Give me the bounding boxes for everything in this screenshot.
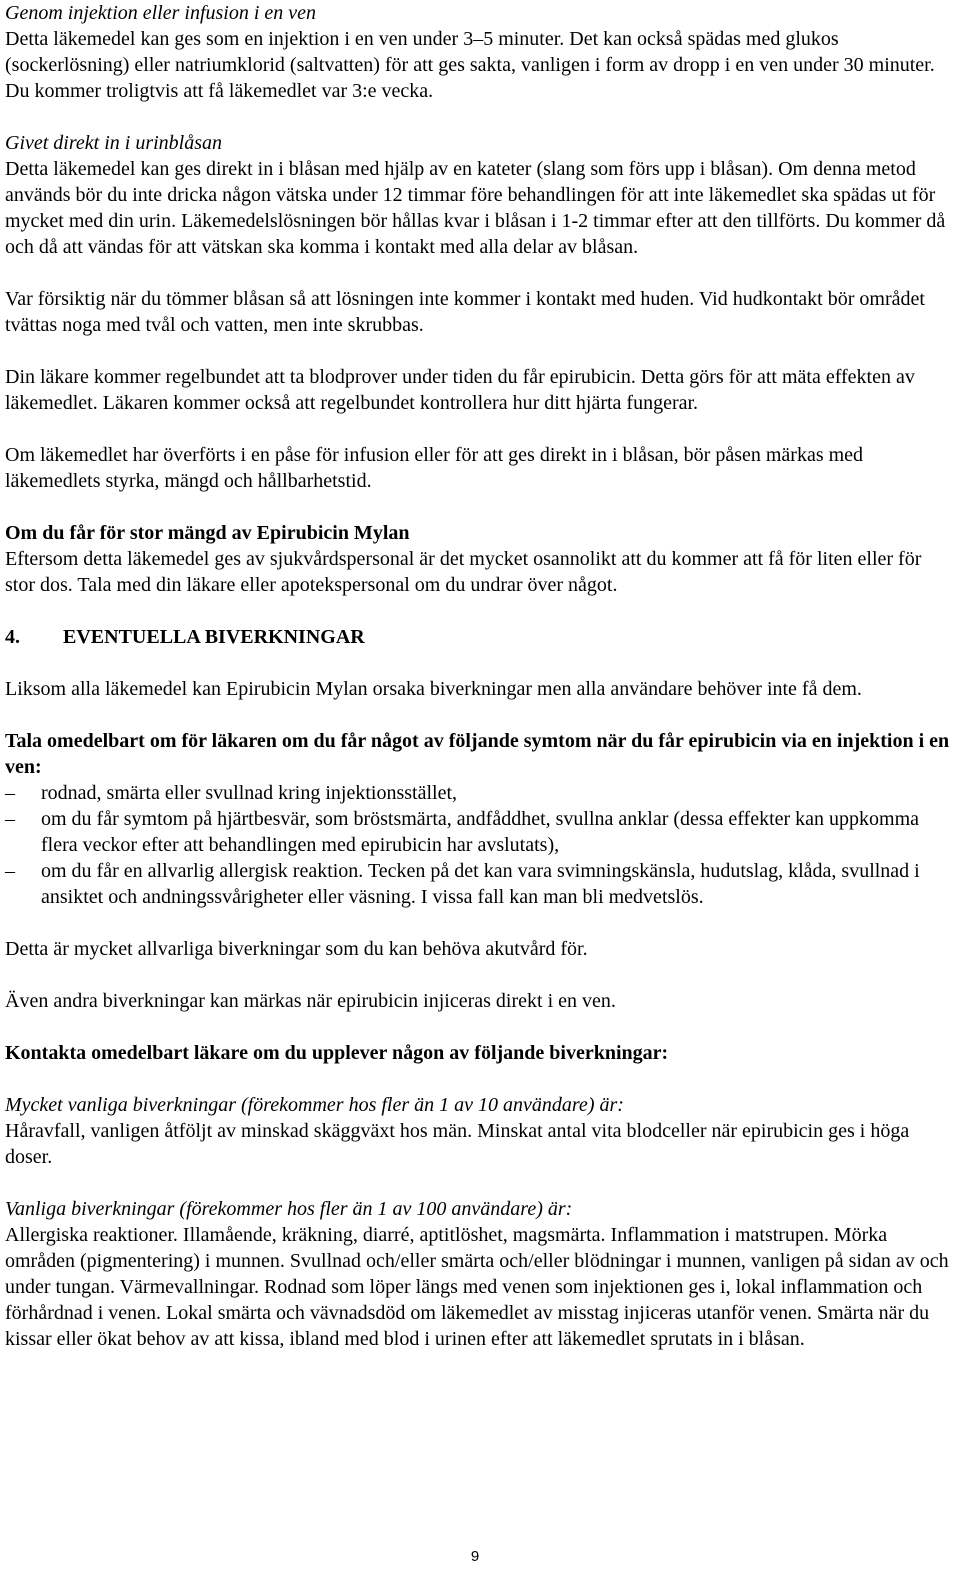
overdose-paragraph: Eftersom detta läkemedel ges av sjukvårdspersonal är det mycket osannolikt att du kommer att få för liten eller för stor dos. Tala med din läkare eller apotekspersonal om du undrar över något.	[5, 548, 922, 596]
section-4-title: EVENTUELLA BIVERKNINGAR	[63, 626, 365, 648]
section-4-number: 4.	[5, 626, 20, 648]
bladder-heading: Givet direkt in i urinblåsan	[5, 132, 223, 154]
dash-bullet: –	[5, 860, 15, 882]
very-common-paragraph: Håravfall, vanligen åtföljt av minskad skäggväxt hos män. Minskat antal vita blodceller när epirubicin ges i höga doser.	[5, 1120, 910, 1168]
infusion-paragraph: Detta läkemedel kan ges som en injektion i en ven under 3–5 minuter. Det kan också spädas med glukos (sockerlösning) eller natriumklorid (saltvatten) för att ges sakta, vanligen i form av dropp i en ven under 30 minuter. Du kommer troligtvis att få läkemedlet var 3:e vecka.	[5, 28, 935, 102]
urgent-symptoms-heading: Tala omedelbart om för läkaren om du får något av följande symtom när du får epirubicin via en injektion i en ven:	[5, 730, 950, 778]
bloodtests-paragraph: Din läkare kommer regelbundet att ta blodprover under tiden du får epirubicin. Detta görs för att mäta effekten av läkemedlet. Läkaren kommer också att regelbundet kontrollera hur ditt hjärta fungerar.	[5, 366, 915, 414]
dash-bullet: –	[5, 782, 15, 804]
page-number: 9	[470, 1548, 480, 1565]
list-item	[5, 780, 955, 806]
common-paragraph: Allergiska reaktioner. Illamående, kräkning, diarré, aptitlöshet, magsmärta. Inflammation i matstrupen. Mörka områden (pigmentering) i munnen. Svullnad och/eller smärta och/eller blödningar i munnen, vanligen på sidan av och under tungan. Värmevallningar. Rodnad som löper längs med venen som injektionen ges i, lokal inflammation och förhårdnad i venen. Lokal smärta och vävnadsdöd om läkemedlet av misstag injiceras utanför venen. Smärta när du kissar eller ökat behov av att kissa, ibland med blod i urinen efter att läkemedlet sprutats in i blåsan.	[5, 1224, 949, 1350]
overdose-heading: Om du får för stor mängd av Epirubicin Mylan	[5, 522, 410, 544]
list-item	[5, 806, 955, 858]
very-common-heading: Mycket vanliga biverkningar (förekommer hos fler än 1 av 10 användare) är:	[5, 1094, 624, 1116]
section-4-heading	[5, 624, 955, 650]
serious-note: Detta är mycket allvarliga biverkningar som du kan behöva akutvård för.	[5, 938, 588, 960]
dash-bullet: –	[5, 808, 15, 830]
caution-paragraph: Var försiktig när du tömmer blåsan så att lösningen inte kommer i kontakt med huden. Vid hudkontakt bör området tvättas noga med tvål och vatten, men inte skrubbas.	[5, 288, 925, 336]
list-item-text: om du får symtom på hjärtbesvär, som bröstsmärta, andfåddhet, svullna anklar (dessa effekter kan uppkomma flera veckor efter att behandlingen med epirubicin har avslutats),	[41, 808, 920, 856]
list-item-text: om du får en allvarlig allergisk reaktion. Tecken på det kan vara svimningskänsla, hudutslag, klåda, svullnad i ansiktet och andningssvårigheter eller väsning. I vissa fall kan man bli medvetslös.	[41, 860, 920, 908]
contact-doctor-heading: Kontakta omedelbart läkare om du upplever någon av följande biverkningar:	[5, 1042, 669, 1064]
transfer-paragraph: Om läkemedlet har överförts i en påse för infusion eller för att ges direkt in i blåsan, bör påsen märkas med läkemedlets styrka, mängd och hållbarhetstid.	[5, 444, 864, 492]
infusion-heading: Genom injektion eller infusion i en ven	[5, 2, 317, 24]
document-page	[5, 0, 955, 1352]
list-item	[5, 858, 955, 910]
other-side-effects-note: Även andra biverkningar kan märkas när epirubicin injiceras direkt i en ven.	[5, 990, 616, 1012]
bladder-paragraph: Detta läkemedel kan ges direkt in i blåsan med hjälp av en kateter (slang som förs upp i blåsan). Om denna metod används bör du inte dricka någon vätska under 12 timmar före behandlingen för att inte läkemedlet ska spädas ut för mycket med din urin. Läkemedelslösningen bör hållas kvar i blåsan i 1-2 timmar efter att den tillförts. Du kommer då och då att vändas för att vätskan ska komma i kontakt med alla delar av blåsan.	[5, 158, 946, 258]
side-effects-intro: Liksom alla läkemedel kan Epirubicin Mylan orsaka biverkningar men alla användare behöver inte få dem.	[5, 678, 862, 700]
urgent-symptoms-list	[5, 780, 955, 910]
list-item-text: rodnad, smärta eller svullnad kring injektionsstället,	[41, 782, 458, 804]
common-heading: Vanliga biverkningar (förekommer hos fler än 1 av 100 användare) är:	[5, 1198, 573, 1220]
